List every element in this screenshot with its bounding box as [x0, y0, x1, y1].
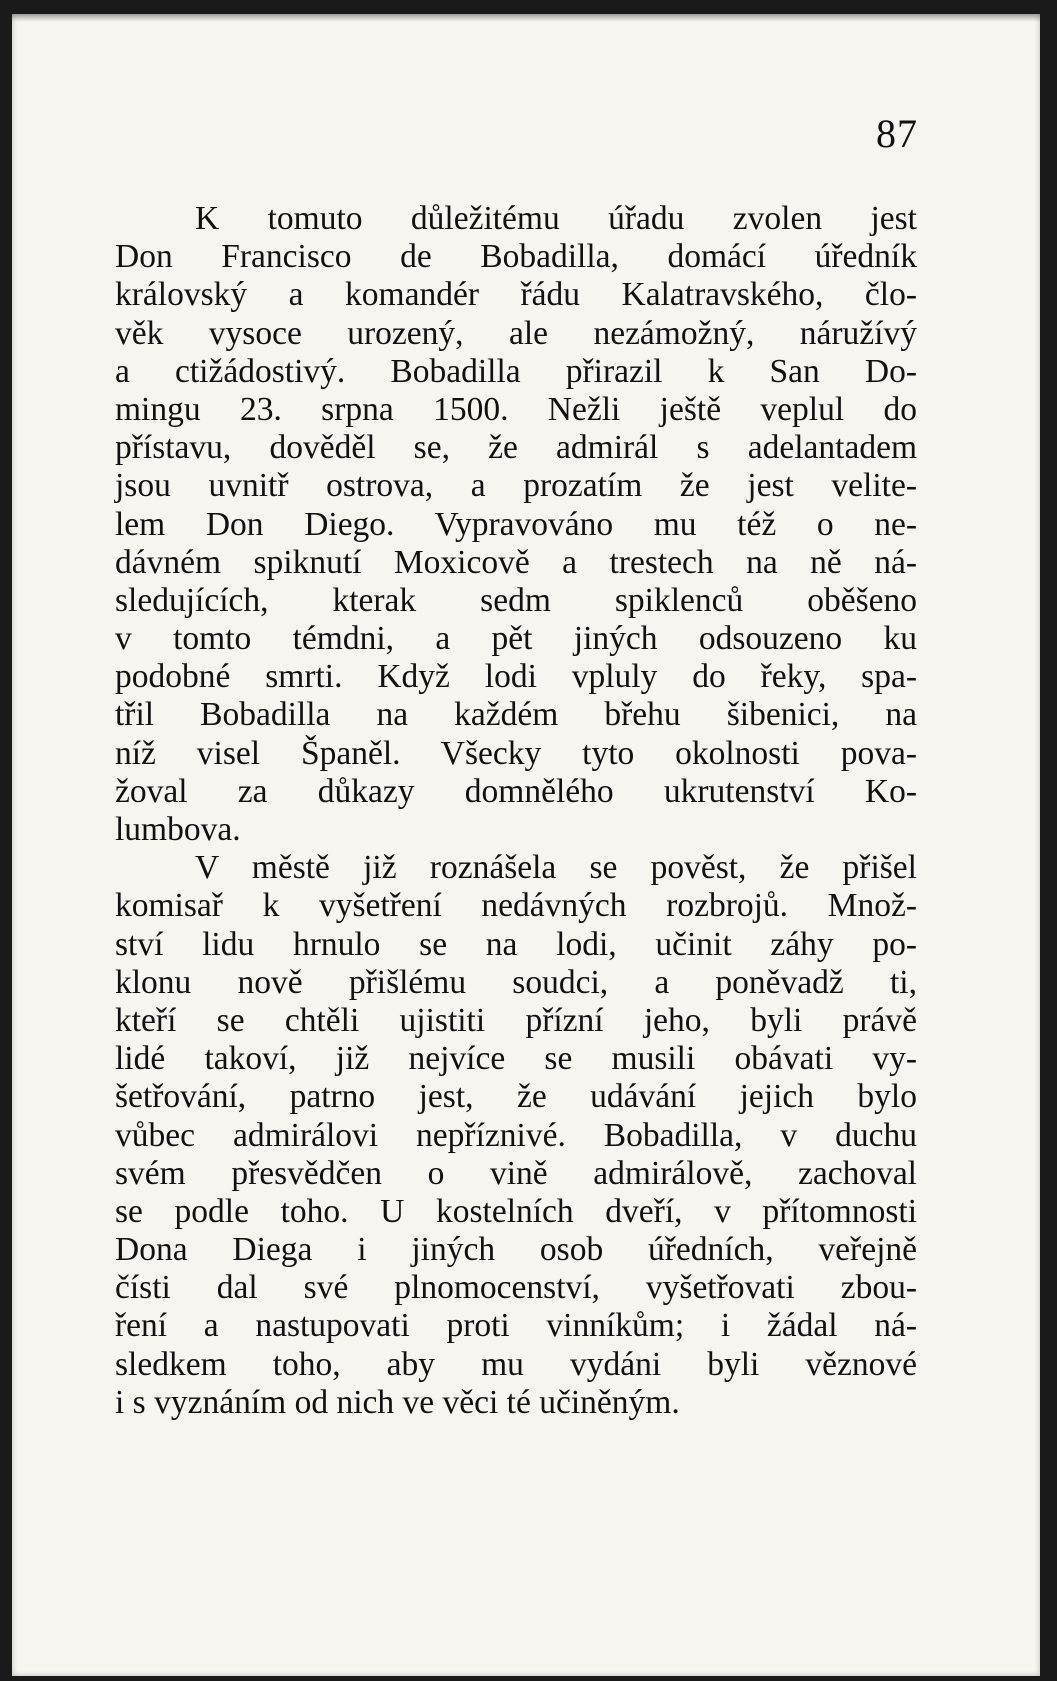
text-line: a ctižádostivý. Bobadilla přirazil k San Do-	[115, 352, 917, 390]
page-number: 87	[876, 111, 918, 156]
text-line: královský a komandér řádu Kalatravského, člo-	[115, 276, 917, 314]
text-line: lumbova.	[115, 811, 241, 848]
text-line: třil Bobadilla na každém břehu šibenici, na	[115, 696, 917, 734]
text-line: sledkem toho, aby mu vydáni byli věznové	[115, 1345, 917, 1383]
text-line: žoval za důkazy domnělého ukrutenství Ko-	[115, 772, 917, 810]
text-line: se podle toho. U kostelních dveří, v přítomnosti	[115, 1192, 917, 1230]
text-line: šetřování, patrno jest, že udávání jejich bylo	[115, 1078, 917, 1116]
text-line: i s vyznáním od nich ve věci té učiněným.	[115, 1383, 680, 1421]
text-line: jsou uvnitř ostrova, a prozatím že jest velite-	[115, 467, 917, 505]
text-line: klonu nově přišlému soudci, a poněvadž ti,	[115, 963, 917, 1001]
text-line: K tomuto důležitému úřadu zvolen jest	[195, 200, 917, 237]
text-line: mingu 23. srpna 1500. Nežli ještě veplul do	[115, 390, 917, 428]
text-line: Don Francisco de Bobadilla, domácí úředník	[115, 238, 917, 276]
text-line: kteří se chtěli ujistiti přízní jeho, byli právě	[115, 1001, 917, 1039]
text-line: ření a nastupovati proti vinníkům; i žádal ná-	[115, 1307, 917, 1345]
text-line: čísti dal své plnomocenství, vyšetřovati zbou-	[115, 1269, 917, 1307]
text-line: níž visel Španěl. Všecky tyto okolnosti pova-	[115, 734, 917, 772]
text-line: ství lidu hrnulo se na lodi, učinit záhy po-	[115, 925, 917, 963]
text-line: dávném spiknutí Moxicově a trestech na ně ná-	[115, 543, 917, 581]
text-line: V městě již roznášela se pověst, že přišel	[195, 849, 917, 887]
text-line: komisař k vyšetření nedávných rozbrojů. Množ-	[115, 887, 917, 925]
text-line: sledujících, kterak sedm spiklenců oběšeno	[115, 581, 917, 619]
text-line: věk vysoce urozený, ale nezámožný, náružívý	[115, 314, 917, 352]
text-line: Dona Diega i jiných osob úředních, veřejně	[115, 1231, 917, 1269]
text-line: podobné smrti. Když lodi vpluly do řeky, spa-	[115, 658, 917, 696]
text-line: lidé takoví, již nejvíce se musili obávati vy-	[115, 1040, 917, 1078]
text-line: lem Don Diego. Vypravováno mu též o ne-	[115, 505, 917, 543]
text-line: v tomto témdni, a pět jiných odsouzeno ku	[115, 620, 917, 658]
book-page	[12, 14, 1040, 1676]
body-text	[115, 200, 917, 1422]
text-line: svém přesvědčen o vině admirálově, zachoval	[115, 1154, 917, 1192]
text-line: vůbec admirálovi nepříznivé. Bobadilla, v duchu	[115, 1116, 917, 1154]
scan-edge	[12, 14, 1040, 22]
text-line: přístavu, dověděl se, že admirál s adelantadem	[115, 429, 917, 467]
